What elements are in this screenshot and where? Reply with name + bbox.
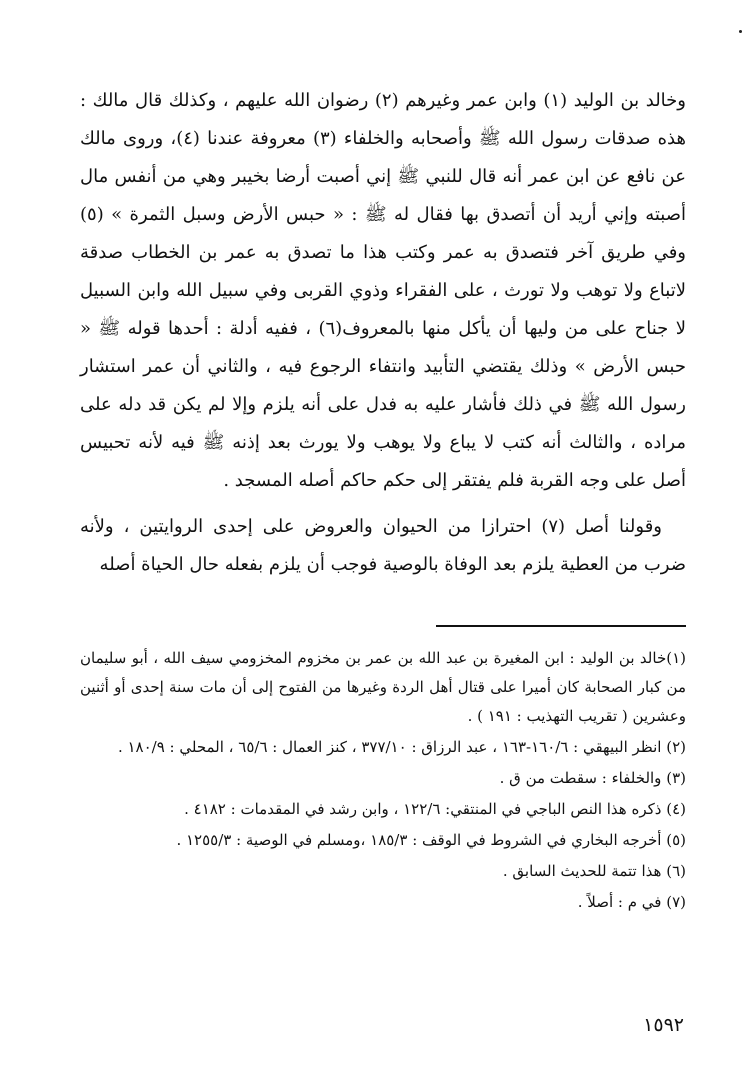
footnote-number: (٤) xyxy=(666,800,686,818)
footnote-6 xyxy=(80,857,686,886)
footnote-text: ذكره هذا النص الباجي في المنتقي: ١٢٢/٦ ، وابن رشد في المقدمات : ٤١٨٢ . xyxy=(184,800,662,818)
footnote-number: (٢) xyxy=(666,738,686,756)
footnote-5 xyxy=(80,826,686,855)
page-number: ١٥٩٢ xyxy=(643,1014,684,1036)
scan-speck xyxy=(739,30,742,33)
footnote-1 xyxy=(80,644,686,731)
footnotes xyxy=(80,644,686,919)
footnote-text: في م : أصلاً . xyxy=(577,893,662,911)
footnote-text: هذا تتمة للحديث السابق . xyxy=(502,862,662,880)
footnote-text: أخرجه البخاري في الشروط في الوقف : ١٨٥/٣ ،ومسلم في الوصية : ١٢٥٥/٣ . xyxy=(176,831,662,849)
footnote-text: والخلفاء : سقطت من ق . xyxy=(499,769,662,787)
paragraph-1: وخالد بن الوليد (١) وابن عمر وغيرهم (٢) رضوان الله عليهم ، وكذلك قال مالك : هذه صدقات رسول الله ﷺ وأصحابه والخلفاء (٣) معروفة عندنا (٤)، وروى مالك عن نافع عن ابن عمر أنه قال للنبي ﷺ إني أصبت أرضا بخيبر وهي من أنفس مال أصبته وإني أريد أن أتصدق بها فقال له ﷺ : « حبس الأرض وسبل الثمرة » (٥) وفي طريق آخر فتصدق به عمر وكتب هذا ما تصدق به عمر بن الخطاب صدقة لاتباع ولا توهب ولا تورث ، على الفقراء وذوي القربى وفي سبيل الله وابن السبيل لا جناح على من وليها أن يأكل منها بالمعروف(٦) ، ففيه أدلة : أحدها قوله ﷺ « حبس الأرض » وذلك يقتضي التأبيد وانتفاء الرجوع فيه ، والثاني أن عمر استشار رسول الله ﷺ في ذلك فأشار عليه به فدل على أنه يلزم وإلا لم يكن قد دله على مراده ، والثالث أنه كتب لا يباع ولا يوهب ولا يورث بعد إذنه ﷺ فيه لأنه تحبيس أصل على وجه القربة فلم يفتقر إلى حكم حاكم أصله المسجد . xyxy=(80,90,686,491)
footnote-number: (٧) xyxy=(666,893,686,911)
main-text xyxy=(80,82,686,584)
footnote-text: خالد بن الوليد : ابن المغيرة بن عبد الله بن عمر بن مخزوم المخزومي سيف الله ، أبو سليمان من كبار الصحابة كان أميرا على قتال أهل الردة وغيرها من الفتوح إلى أن مات سنة إحدى أو أثنين وعشرين ( تقريب التهذيب : ١٩١ ) . xyxy=(80,649,686,725)
footnote-3 xyxy=(80,764,686,793)
footnote-4 xyxy=(80,795,686,824)
footnote-number: (٣) xyxy=(666,769,686,787)
paragraph-2: وقولنا أصل (٧) احترازا من الحيوان والعروض على إحدى الروايتين ، ولأنه ضرب من العطية يلزم بعد الوفاة بالوصية فوجب أن يلزم بفعله حال الحياة أصله xyxy=(80,516,686,575)
footnote-7 xyxy=(80,888,686,917)
footnote-2 xyxy=(80,733,686,762)
footnote-text: انظر البيهقي : ١٦٠/٦-١٦٣ ، عبد الرزاق : ٣٧٧/١٠ ، كنز العمال : ٦٥/٦ ، المحلي : ١٨٠/٩ . xyxy=(117,738,662,756)
footnote-number: (٥) xyxy=(666,831,686,849)
footnote-number: (٦) xyxy=(666,862,686,880)
footnote-number: (١) xyxy=(666,649,686,667)
footnote-separator xyxy=(436,625,686,627)
